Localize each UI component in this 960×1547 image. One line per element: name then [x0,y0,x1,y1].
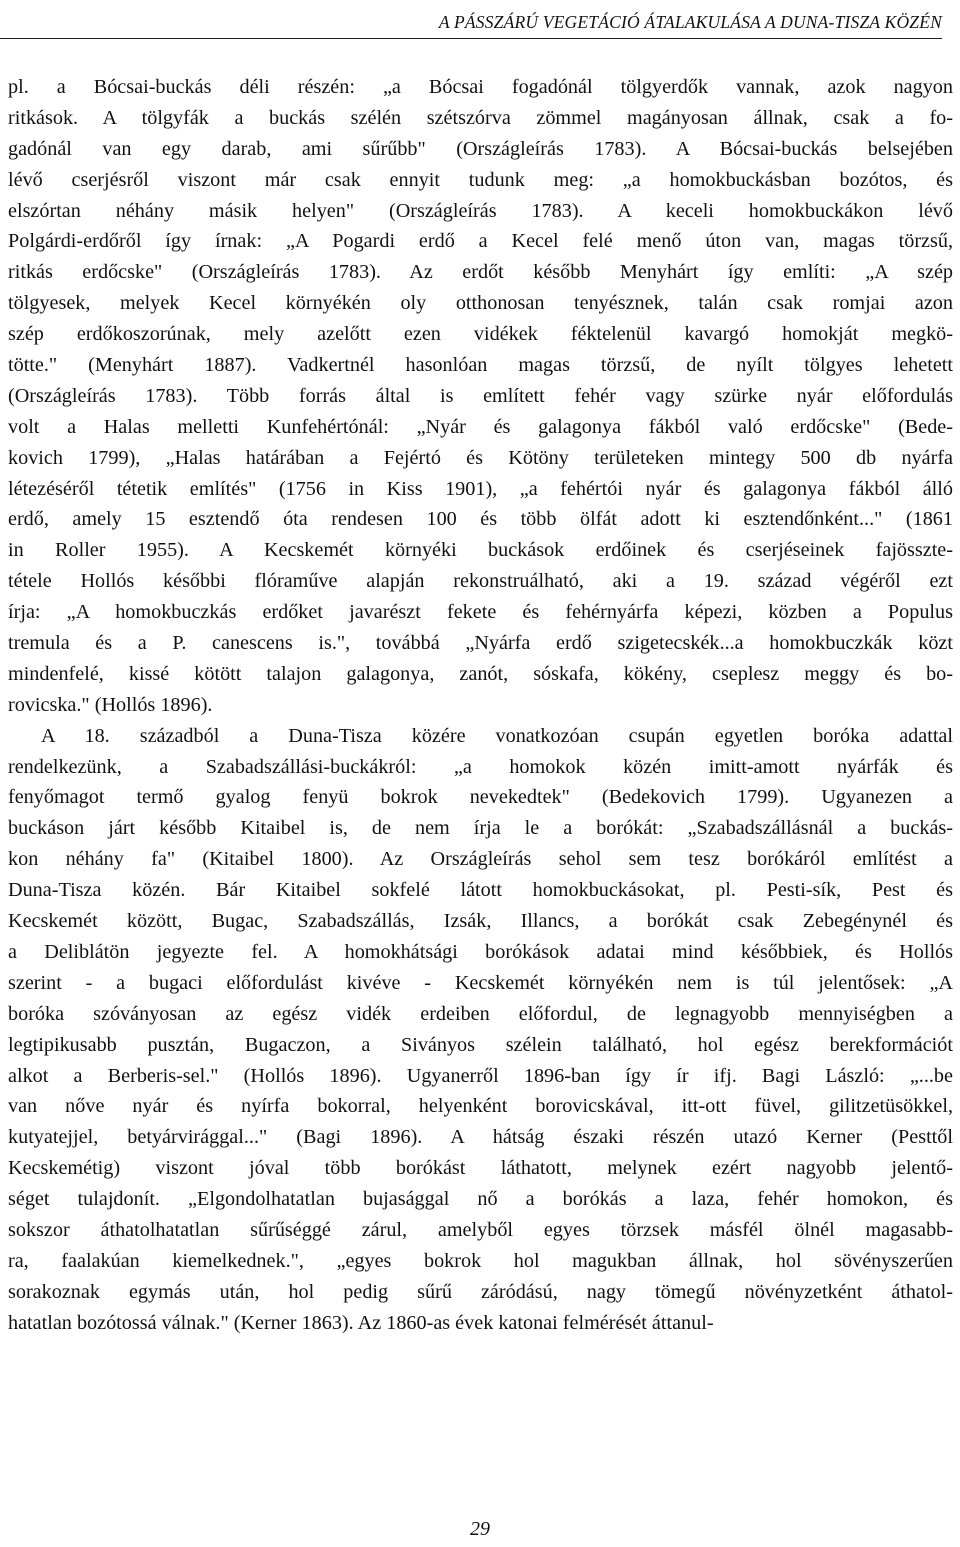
text-line: kovich 1799), „Halas határában a Fejértó és Kötöny területeken mintegy 500 db nyárfa [8,446,953,469]
text-line: szerint - a bugaci előfordulást kivéve - Kecskemét környékén nem is túl jelentősek: „A [8,971,953,994]
text-line: Kecskemétig) viszont jóval több borókást láthatott, melynek ezért nagyobb jelentő- [8,1157,953,1180]
text-line: a Deliblátön jegyezte fel. A homokhátsági borókások adatai mind későbbiek, és Hollós [8,940,953,963]
text-line: pl. a Bócsai-buckás déli részén: „a Bócsai fogadónál tölgyerdők vannak, azok nagyon [8,76,953,98]
text-line: rendelkezünk, a Szabadszállási-buckákról: „a homokok közén imitt-amott nyárfák és [8,755,953,778]
text-line: hatatlan bozótossá válnak." (Kerner 1863). Az 1860-as évek katonai felmérését áttanul- [8,1311,714,1334]
text-line: rovicska." (Hollós 1896). [8,693,213,716]
text-line: mindenfelé, kissé kötött talajon galagonya, zanót, sóskafa, kökény, cseplesz meggy és bo- [8,662,953,685]
text-line: kutyatejjel, betyárvirággal..." (Bagi 1896). A hátság északi részén utazó Kerner (Pesttől [8,1126,953,1149]
text-line: boróka szóványosan az egész vidék erdeiben előfordul, de legnagyobb mennyiségben a [8,1002,953,1025]
text-line: gadónál van egy darab, ami sűrűbb" (Országleírás 1783). A Bócsai-buckás belsejében [8,137,953,160]
text-line: alkot a Berberis-sel." (Hollós 1896). Ugyanerről 1896-ban így ír ifj. Bagi László: „...be [8,1064,953,1087]
text-line: létezéséről tétetik említés" (1756 in Kiss 1901), „a fehértói nyár és galagonya fákból álló [8,477,953,500]
text-line: ritkások. A tölgyfák a buckás szélén szétszórva zömmel magányosan állnak, csak a fo- [8,106,953,129]
text-line: (Országleírás 1783). Több forrás által is említett fehér vagy szürke nyár előfordulás [8,384,953,407]
text-line: tremula és a P. canescens is.", továbbá „Nyárfa erdő szigetecskék...a homokbuczkák közt [8,632,953,655]
text-line: Kecskemét között, Bugac, Szabadszállás, Izsák, Illancs, a borókát csak Zebegénynél és [8,910,953,933]
text-line: sorakoznak egymás után, hol pedig sűrű záródású, nagy tömegű növényzetként áthatol- [8,1280,953,1303]
text-line: in Roller 1955). A Kecskemét környéki buckások erdőinek és cserjéseinek fajösszte- [8,539,953,562]
text-line: tétele Hollós későbbi flóraműve alapján rekonstruálható, aki a 19. század végéről ezt [8,570,953,593]
text-line: buckáson járt később Kitaibel is, de nem írja le a borókát: „Szabadszállásnál a buckás- [8,817,953,840]
text-line: séget tulajdonít. „Elgondolhatatlan bujasággal nő a borókás a laza, fehér homokon, és [8,1188,953,1211]
text-line: írja: „A homokbuczkás erdőket javarészt fekete és fehérnyárfa képezi, közben a Populus [8,601,953,624]
text-line: volt a Halas melletti Kunfehértónál: „Nyár és galagonya fákból való erdőcske" (Bede- [8,415,953,438]
text-line: Duna-Tisza közén. Bár Kitaibel sokfelé látott homokbuckásokat, pl. Pesti-sík, Pest és [8,879,953,902]
text-line: szép erdőkoszorúnak, mely azelőtt ezen vidékek féktelenül kavargó homokját megkö- [8,323,953,346]
text-line: kon néhány fa" (Kitaibel 1800). Az Országleírás sehol sem tesz borókáról említést a [8,848,953,871]
text-line: sokszor áthatolhatatlan sűrűséggé zárul, amelyből egyes törzsek másfél ölnél magasabb- [8,1218,953,1241]
text-line: tölgyesek, melyek Kecel környékén oly otthonosan tenyésznek, talán csak romjai azon [8,292,953,315]
running-head-title: A PÁSSZÁRÚ VEGETÁCIÓ ÁTALAKULÁSA A DUNA-TISZA KÖZÉN [438,12,942,32]
body-text [8,72,953,1339]
text-line: lévő cserjésről viszont már csak ennyit tudunk meg: „a homokbuckásban bozótos, és [8,168,953,191]
text-line: legtipikusabb pusztán, Bugaczon, a Siványos szélein található, hol egész berekformációt [8,1033,953,1056]
text-line: ritkás erdőcske" (Országleírás 1783). Az erdőt később Menyhárt így említi: „A szép [8,261,953,284]
text-line: ra, faalakúan kiemelkednek.", „egyes bokrok hol magukban állnak, hol sövényszerűen [8,1249,953,1272]
text-line: Polgárdi-erdőről így írnak: „A Pogardi erdő a Kecel felé menő úton van, magas törzsű, [8,230,953,253]
text-line: elszórtan néhány másik helyen" (Országleírás 1783). A keceli homokbuckákon lévő [8,199,953,222]
text-line: A 18. századból a Duna-Tisza közére vonatkozóan csupán egyetlen boróka adattal [41,724,953,747]
text-line: fenyőmagot termő gyalog fenyü bokrok nevekedtek" (Bedekovich 1799). Ugyanezen a [8,786,953,809]
text-line: tötte." (Menyhárt 1887). Vadkertnél hasonlóan magas törzsű, de nyílt tölgyes lehetett [8,354,953,377]
running-head [0,4,942,39]
text-line: erdő, amely 15 esztendő óta rendesen 100 és több ölfát adott ki esztendőnként..." (1861 [8,508,953,531]
text-line: van nőve nyár és nyírfa bokorral, helyenként borovicskával, itt-ott füvel, gilitzetüsökkel, [8,1095,953,1118]
page-number: 29 [470,1518,490,1540]
